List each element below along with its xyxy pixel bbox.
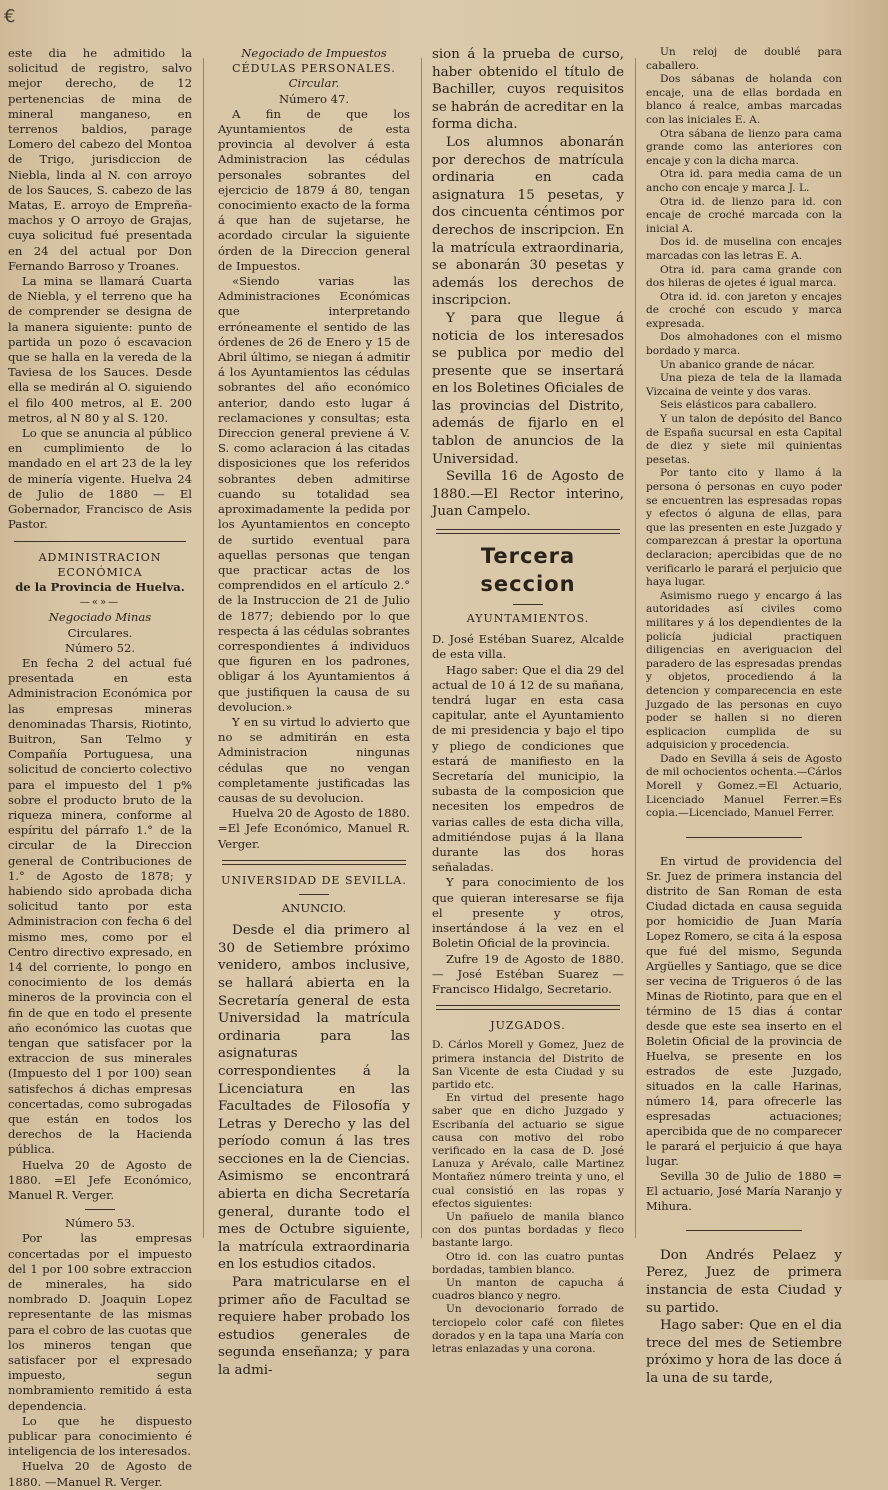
paragraph: Por tanto cito y llamo á la persona ó personas en cuyo poder se encuentren las espresadas ropas y efectos ó alguna de ellas, para que las presenten en este Juzgado y comparezcan á prestar la oportuna declaracion; apercibidas que de no verificarlo le parará el perjuicio que haya lugar. <box>646 467 842 589</box>
section-heading: Negociado de Impuestos <box>241 46 387 60</box>
signature: Dado en Sevilla á seis de Agosto de mil ochocientos ochenta.—Cárlos Morell y Gomez.=El Actuario, Licenciado Manuel Ferrer.=Es copia.—Licenciado, Manuel Ferrer. <box>646 752 842 820</box>
paragraph: sion á la prueba de curso, haber obtenido el título de Bachiller, cuyos requisitos se habrán de acreditar en la forma dicha. <box>432 47 625 133</box>
paragraph: Asimismo ruego y encargo á las autoridades así civiles como militares y á los dependientes de la policía judicial practiquen diligencias en averiguacion del paradero de las espresadas prendas y objetos, procediendo á la detencion y comparecencia en este Juzgado de las personas en cuyo poder se hallen si no dieren esplicacion cumplida de su adquisicion y procedencia. <box>646 589 842 752</box>
separator <box>299 894 329 895</box>
list-item: Un manton de capucha á cuadros blanco y negro. <box>432 1276 624 1303</box>
list-item: Un devocionario forrado de terciopelo color café con filetes dorados y en la tapa una María con letras enlazadas y una corona. <box>432 1303 624 1355</box>
separator <box>85 1209 115 1210</box>
list-item: Una pieza de tela de la llamada Vizcaina de veinte y dos varas. <box>646 372 842 398</box>
signature: Sevilla 30 de Julio de 1880 = El actuario, José María Naranjo y Mihura. <box>646 1168 842 1213</box>
column-rule <box>635 58 636 1238</box>
signature: Huelva 20 de Agosto de 1880. =El Jefe Económico, Manuel R. Verger. <box>8 1157 192 1203</box>
column-4 <box>646 46 842 1388</box>
list-item: Dos almohadones con el mismo bordado y marca. <box>646 331 842 358</box>
list-item: Dos sábanas de holanda con encaje, una de ellas bordada en blanco á realce, ambas marcadas con las iniciales E. A. <box>646 73 842 126</box>
section-title: Tercera seccion <box>480 544 576 597</box>
column-3 <box>432 46 624 1356</box>
column-rule <box>421 58 422 1238</box>
paragraph: Hago saber: Que el dia 29 del actual de 10 á 12 de su mañana, tendrá lugar en esta casa capitular, ante el Ayuntamiento de mi presidencia y bajo el tipo y pliego de condiciones que estará de manifiesto en la Secretaría del municipio, la subasta de la composicion que necesiten los empedros de varias calles de esta dicha villa, admitiéndose pujas á la llana durante las dos horas señaladas. <box>432 662 624 875</box>
number-heading: Número 53. <box>64 1216 136 1231</box>
paragraph: Los alumnos abonarán por derechos de matrícula ordinaria en cada asignatura 15 pesetas, y dos cincuenta céntimos por derechos de inscripcion. En la matrícula extraordinaria, se abonarán 30 pesetas y además los derechos de inscripcion. <box>432 134 624 309</box>
paragraph: Y para conocimiento de los que quieran interesarse se fija el presente y otros, insertándose á la vez en el Boletin Oficial de la provincia. <box>432 875 624 951</box>
list-item: Otra id. para cama grande con dos hileras de ojetes é igual marca. <box>646 263 842 290</box>
subheading: Circulares. <box>67 625 133 640</box>
paragraph: En virtud de providencia del Sr. Juez de primera instancia del distrito de San Roman de esta Ciudad dictada en causa seguida por homicidio de Juan María Lopez Romero, se cita á la esposa que fué del mismo, Segunda Argüelles y Santiago, que se dice ser vecina de Trigueros ó de las Minas de Riotinto, para que en el término de 15 dias á contar desde que este sea inserto en el Boletin Oficial de la provincia de Huelva, se presente en los estrados de este Juzgado, situados en la calle Harinas, número 14, para ofrecerle las espresadas actuaciones; apercibida que de no comparecer le parará el perjuicio á que haya lugar. <box>646 853 842 1168</box>
paragraph: Y para que llegue á noticia de los interesados se publica por medio del presente que se insertará en los Boletines Oficiales de las provincias del Distrito, además de fijarlo en el tablon de anuncios de la Universidad. <box>432 310 624 467</box>
list-item: Y un talon de depósito del Banco de España sucursal en esta Capital de diez y siete mil quinientas pesetas. <box>646 413 842 466</box>
paragraph: La mina se llamará Cuarta de Niebla, y el terreno que ha de comprender se designa de la manera siguiente: punto de partida un pozo ó escavacion que se halla en la vereda de la Taviesa de los Sauces. Desde ella se medirán al O. siguiendo el filo 400 metros, al E. 200 metros, al N 80 y al S. 120. <box>8 274 192 425</box>
paragraph: Desde el dia primero al 30 de Setiembre próximo venidero, ambos inclusive, se hallará abierta en la Secretaría general de esta Universidad la matrícula ordinaria para las asignaturas correspondientes á la Licenciatura en las Facultades de Filosofía y Letras y Derecho y las del período comun á las tres secciones en la de Ciencias. Asimismo se encontrará abierta en dicha Secretaría general, durante todo el mes de Octubre siguiente, la matrícula extraordinaria en los estudios citados. <box>218 923 410 1273</box>
signature: Huelva 20 de Agosto de 1880. =El Jefe Económico, Manuel R. Verger. <box>218 806 410 851</box>
signature: Zufre 19 de Agosto de 1880.— José Estéban Suarez —Francisco Hidalgo, Secretario. <box>432 951 624 996</box>
section-rule <box>436 1005 620 1010</box>
section-heading: AYUNTAMIENTOS. <box>466 612 590 626</box>
paragraph: Para matricularse en el primer año de Facultad se requiere haber probado los estudios generales de segunda enseñanza; y para la admi- <box>218 1275 410 1379</box>
separator <box>513 604 543 605</box>
paragraph: Hago saber: Que en el dia trece del mes de Setiembre próximo y hora de las doce á la una de su tarde, <box>646 1318 842 1386</box>
paragraph: Lo que he dispuesto publicar para conocimiento é inteligencia de los interesados. <box>8 1413 192 1459</box>
list-item: Seis elásticos para caballero. <box>660 399 817 412</box>
paragraph: este dia he admitido la solicitud de registro, salvo mejor derecho, de 12 pertenencias de mina de mineral manganeso, en terrenos baldios, parage Lomero del cabezo del Montoa de Trigo, jurisdiccion de Niebla, linda al N. con arroyo de los Sauces, S. cabezo de las Matas, E. arroyo de Empreña-machos y O arroyo de Grajas, cuya solicitud fué presentada en 24 del actual por Don Fernando Barroso y Troanes. <box>8 46 192 273</box>
list-item: Dos id. de muselina con encajes marcadas con las letras E. A. <box>646 236 842 262</box>
paragraph: Y en su virtud lo advierto que no se admitirán en esta Administracion ningunas cédulas que no vengan completamente justificadas las causas de su devolucion. <box>218 714 410 805</box>
paragraph: En virtud del presente hago saber que en dicho Juzgado y Escribanía del actuario se sigue causa con motivo del robo verificado en la casa de D. José Lanuza y Arévalo, calle Martinez Montañez número treinta y uno, el cual consistió en las ropas y efectos siguientes: <box>432 1092 624 1210</box>
section-rule <box>686 837 802 838</box>
list-item: Un pañuelo de manila blanco con dos puntas bordadas y fleco bastante largo. <box>432 1210 624 1250</box>
subheading: CÉDULAS PERSONALES. <box>232 62 396 76</box>
section-heading: de la Provincia de Huelva. <box>15 579 185 594</box>
section-rule <box>222 860 406 865</box>
paragraph: A fin de que los Ayuntamientos de esta provincia al devolver á esta Administracion las cédulas personales sobrantes del ejercicio de 1879 á 80, tengan conocimiento exacto de la forma á que han de sujetarse, he acordado circular la siguiente órden de la Direccion general de Impuestos. <box>218 106 410 273</box>
section-rule <box>14 541 186 542</box>
subheading: Negociado Minas <box>48 610 152 625</box>
list-item: Otra id. id. con jareton y encajes de croché con escudo y marca expresada. <box>646 290 842 330</box>
paragraph: D. José Estéban Suarez, Alcalde de esta villa. <box>432 632 624 662</box>
section-rule <box>686 1230 802 1231</box>
column-2 <box>218 46 410 1380</box>
list-item: Un reloj de doublé para caballero. <box>646 46 842 72</box>
subheading: Circular. <box>288 76 340 91</box>
list-item: Otra id. de lienzo para id. con encaje de croché marcada con la inicial A. <box>646 195 842 235</box>
list-item: Un abanico grande de nácar. <box>660 358 815 371</box>
number-heading: Número 47. <box>278 91 350 106</box>
paragraph: En fecha 2 del actual fué presentada en esta Administracion Económica por las empresas mineras denominadas Tharsis, Riotinto, Buitron, San Telmo y Compañía Portuguesa, una solicitud de concierto colectivo para el impuesto del 1 p% sobre el producto bruto de la riqueza minera, conforme al espíritu del párrafo 1.° de la circular de la Direccion general de Contribuciones de 1.° de Agosto de 1878; y habiendo sido aprobada dicha solicitud tanto por esta Administracion con fecha 6 del mismo mes, como por el Centro directivo expresado, en 14 del corriente, lo pongo en conocimiento de los demás mineros de la provincia con el fin de que en todo el presente año económico las cuotas que tengan que satisfacer por la extraccion de sus minerales (Impuesto del 1 por 100) sean satisfechos á dichas empresas concertadas, como subrogadas que están en todos los derechos de la Hacienda pública. <box>8 655 192 1157</box>
column-rule <box>203 58 204 1238</box>
section-heading: ADMINISTRACION ECONÓMICA <box>38 550 162 579</box>
paragraph: Don Andrés Pelaez y Perez, Juez de primera instancia de esta Ciudad y su partido. <box>646 1247 842 1316</box>
ornament: —«»— <box>79 597 121 609</box>
section-heading: JUZGADOS. <box>490 1019 566 1033</box>
column-1 <box>8 46 192 1490</box>
corner-mark: € <box>4 6 16 27</box>
section-rule <box>436 529 620 534</box>
paragraph: D. Cárlos Morell y Gomez, Juez de primera instancia del Distrito de San Vicente de esta Ciudad y su partido etc. <box>432 1039 624 1091</box>
signature: Sevilla 16 de Agosto de 1880.—El Rector interino, Juan Campelo. <box>432 469 624 520</box>
signature: Huelva 20 de Agosto de 1880. —Manuel R. Verger. <box>8 1459 192 1489</box>
subheading: ANUNCIO. <box>281 900 347 915</box>
section-heading: UNIVERSIDAD DE SEVILLA. <box>221 873 407 887</box>
paragraph: «Siendo varias las Administraciones Económicas que interpretando erróneamente el sentido de las órdenes de 26 de Enero y 15 de Abril último, se niegan á admitir á los Ayuntamientos las cédulas sobrantes del año económico anterior, dando esto lugar á reclamaciones y consultas; esta Direccion general previene á V. S. como aclaracion á las citadas disposiciones que los referidos sobrantes deben admitirse cuando su totalidad sea aproximadamente la pedida por los Ayuntamientos en concepto de surtido eventual para aquellas personas que tengan que practicar actas de los comprendidos en el artículo 2.° de la Instruccion de 21 de Julio de 1877; debiendo por lo que respecta á las cédulas sobrantes correspondientes á individuos que figuren en los padrones, obligar á los Ayuntamientos á que justifiquen la causa de su devolucion.» <box>218 274 410 714</box>
paragraph: Lo que se anuncia al público en cumplimiento de lo mandado en el art 23 de la ley de minería vigente. Huelva 24 de Julio de 1880 — El Gobernador, Francisco de Asis Pastor. <box>8 426 192 532</box>
number-heading: Número 52. <box>64 640 136 655</box>
list-item: Otra id. para media cama de un ancho con encaje y marca J. L. <box>646 168 842 194</box>
list-item: Otro id. con las cuatro puntas bordadas, tambien blanco. <box>432 1250 624 1276</box>
list-item: Otra sábana de lienzo para cama grande como las anteriores con encaje y con la dicha marca. <box>646 127 842 167</box>
paragraph: Por las empresas concertadas por el impuesto del 1 por 100 sobre extraccion de minerales, ha sido nombrado D. Joaquin Lopez representante de las mismas para el cobro de las cuotas que los mineros tengan que satisfacer por el expresado impuesto, segun nombramiento remitido á esta dependencia. <box>8 1231 192 1413</box>
